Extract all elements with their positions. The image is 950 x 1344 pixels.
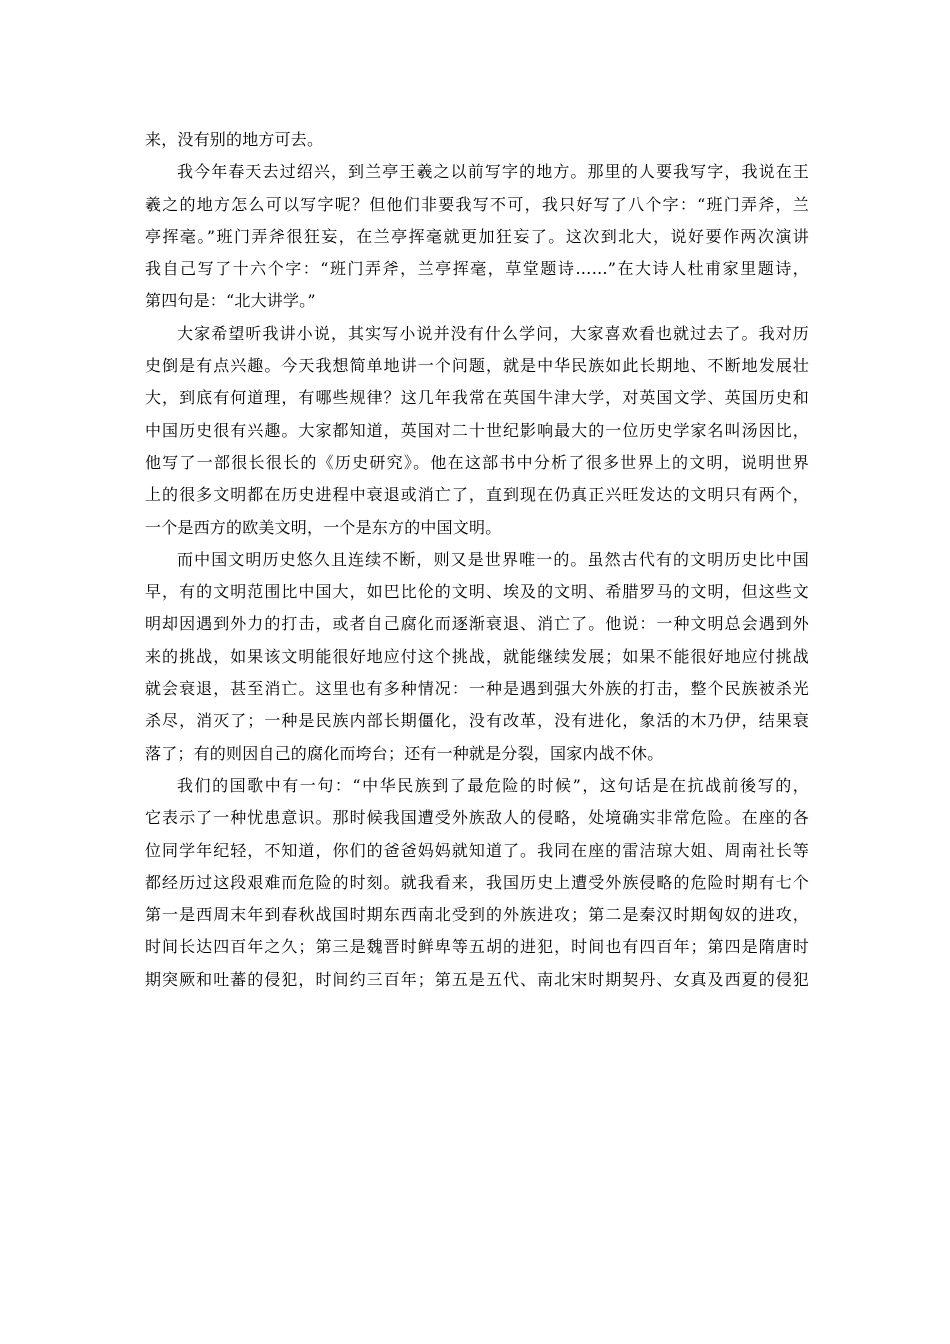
paragraph-line: 上的很多文明都在历史进程中衰退或消亡了，直到现在仍真正兴旺发达的文明只有两个， [145, 485, 809, 505]
paragraph-line: 位同学年纪轻，不知道，你们的爸爸妈妈就知道了。我同在座的雷洁琼大姐、周南社长等 [145, 840, 809, 860]
paragraph-line: 第四句是：“北大讲学。” [145, 291, 316, 311]
paragraph-line: 落了；有的则因自己的腐化而垮台；还有一种就是分裂，国家内战不休。 [145, 743, 664, 763]
document-body [145, 124, 809, 996]
paragraph-line: 羲之的地方怎么可以写字呢？但他们非要我写不可，我只好写了八个字：“班门弄斧，兰 [145, 194, 809, 214]
paragraph-line: 史倒是有点兴趣。今天我想简单地讲一个问题，就是中华民族如此长期地、不断地发展壮 [145, 356, 809, 376]
paragraph-line: 明却因遇到外力的打击，或者自己腐化而逐渐衰退、消亡了。他说：一种文明总会遇到外 [145, 614, 809, 634]
paragraph-line: 杀尽，消灭了；一种是民族内部长期僵化，没有改革，没有进化，象活的木乃伊，结果衰 [145, 711, 809, 731]
paragraph-line: 早，有的文明范围比中国大，如巴比伦的文明、埃及的文明、希腊罗马的文明，但这些文 [145, 582, 809, 602]
paragraph-line: 亭挥毫。”班门弄斧很狂妄，在兰亭挥毫就更加狂妄了。这次到北大，说好要作两次演讲 [145, 226, 809, 246]
paragraph-line: 就会衰退，甚至消亡。这里也有多种情况：一种是遇到强大外族的打击，整个民族被杀光 [145, 679, 809, 699]
paragraph-line: 第一是西周末年到春秋战国时期东西南北受到的外族进攻；第二是秦汉时期匈奴的进攻， [145, 905, 809, 925]
paragraph [145, 770, 809, 996]
paragraph-line: 中国历史很有兴趣。大家都知道，英国对二十世纪影响最大的一位历史学家名叫汤因比， [145, 420, 809, 440]
paragraph-line: 来的挑战，如果该文明能很好地应付这个挑战，就能继续发展；如果不能很好地应付挑战 [145, 646, 809, 666]
paragraph-line: 大家希望听我讲小说，其实写小说并没有什么学问，大家喜欢看也就过去了。我对历 [177, 323, 809, 343]
paragraph-line: 而中国文明历史悠久且连续不断，则又是世界唯一的。虽然古代有的文明历史比中国 [177, 549, 809, 569]
paragraph-line: 都经历过这段艰难而危险的时刻。就我看来，我国历史上遭受外族侵略的危险时期有七个 [145, 872, 809, 892]
paragraph [145, 544, 809, 770]
paragraph-line: 我们的国歌中有一句：“中华民族到了最危险的时候”，这句话是在抗战前後写的， [177, 775, 809, 795]
paragraph-line: 我今年春天去过绍兴，到兰亭王羲之以前写字的地方。那里的人要我写字，我说在王 [177, 162, 809, 182]
paragraph-line: 他写了一部很长很长的《历史研究》。他在这部书中分析了很多世界上的文明，说明世界 [145, 452, 809, 472]
paragraph-line: 它表示了一种忧患意识。那时候我国遭受外族敌人的侵略，处境确实非常危险。在座的各 [145, 808, 809, 828]
paragraph-line: 来，没有别的地方可去。 [145, 130, 324, 149]
paragraph [145, 318, 809, 544]
paragraph-line: 大，到底有何道理，有哪些规律？这几年我常在英国牛津大学，对英国文学、英国历史和 [145, 388, 809, 408]
paragraph-line: 一个是西方的欧美文明，一个是东方的中国文明。 [145, 517, 502, 537]
paragraph [145, 156, 809, 317]
paragraph-line: 我自己写了十六个字：“班门弄斧，兰亭挥毫，草堂题诗……”在大诗人杜甫家里题诗， [145, 259, 809, 279]
paragraph [145, 124, 809, 156]
paragraph-line: 期突厥和吐蕃的侵犯，时间约三百年；第五是五代、南北宋时期契丹、女真及西夏的侵犯 [145, 969, 809, 989]
paragraph-line: 时间长达四百年之久；第三是魏晋时鲜卑等五胡的进犯，时间也有四百年；第四是隋唐时 [145, 937, 809, 957]
